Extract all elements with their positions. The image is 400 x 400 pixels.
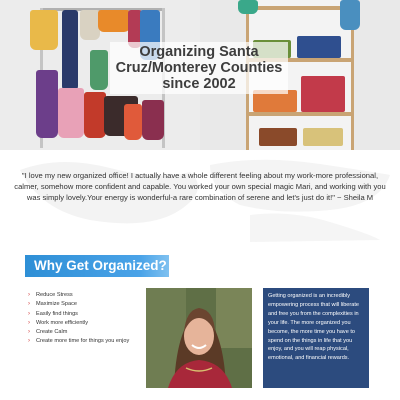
clothing-item [98,10,130,32]
folded-clothes-stack [297,36,341,58]
why-heading: Why Get Organized? [34,258,167,273]
organizer-portrait-photo [146,288,252,388]
clothing-item [58,88,84,138]
benefit-label: Create Calm [36,329,68,336]
chevron-right-icon: › [28,292,30,298]
list-item [28,328,146,337]
clothing-item [62,10,78,92]
folded-clothes-stack [303,128,343,146]
chevron-right-icon: › [28,338,30,345]
benefit-label: Easily find things [36,310,78,317]
clothing-item [84,92,106,138]
clothing-item [238,0,258,14]
list-item [28,337,146,346]
folded-clothes-stack [301,76,345,112]
portrait-illustration [146,288,252,388]
why-info-text: Getting organized is an incredibly empowering process that will liberate and free you from the complexities in your life. The more organized you become, the more time you have to spend on the things in life that you enjoy, and you will reap physical, emotional, and financial rewards. [268,293,359,362]
list-item [28,310,146,319]
benefits-list [28,291,146,347]
hero-title-line: since 2002 [162,76,236,92]
hero-title-line: Organizing Santa [139,44,259,60]
clothing-item [36,70,58,138]
why-info-box [263,288,369,388]
benefit-label: Create more time for things you enjoy [36,338,130,345]
chevron-right-icon: › [28,329,30,336]
testimonial-quote: "I love my new organized office! I actually have a whole different feeling about my work-more professional, calmer, somehow more confident and capable. You worked your own special magic Mari, and working with you was simply lovely.Your energy is wonderful-a rare combination of serene and let's just do it!" ~ Sheila M [14,171,386,202]
clothing-item [80,10,100,40]
chevron-right-icon: › [28,301,30,308]
shelf-board [249,6,351,10]
hero-title-line: Cruz/Monterey Counties [115,60,283,76]
chevron-right-icon: › [28,310,30,317]
list-item [28,300,146,309]
shelf-board [249,112,351,116]
clothing-item [30,10,58,50]
benefit-label: Work more efficiently [36,319,89,326]
hero-title [110,44,288,92]
benefit-label: Maximize Space [36,301,78,308]
clothing-item [340,0,360,30]
list-item [28,291,146,300]
folded-clothes-stack [259,128,297,146]
clothing-item [142,100,164,140]
hero-banner [0,0,400,150]
clothing-item [124,104,142,140]
clothing-item [90,50,108,90]
list-item [28,319,146,328]
chevron-right-icon: › [28,319,30,326]
benefit-label: Reduce Stress [36,292,73,298]
